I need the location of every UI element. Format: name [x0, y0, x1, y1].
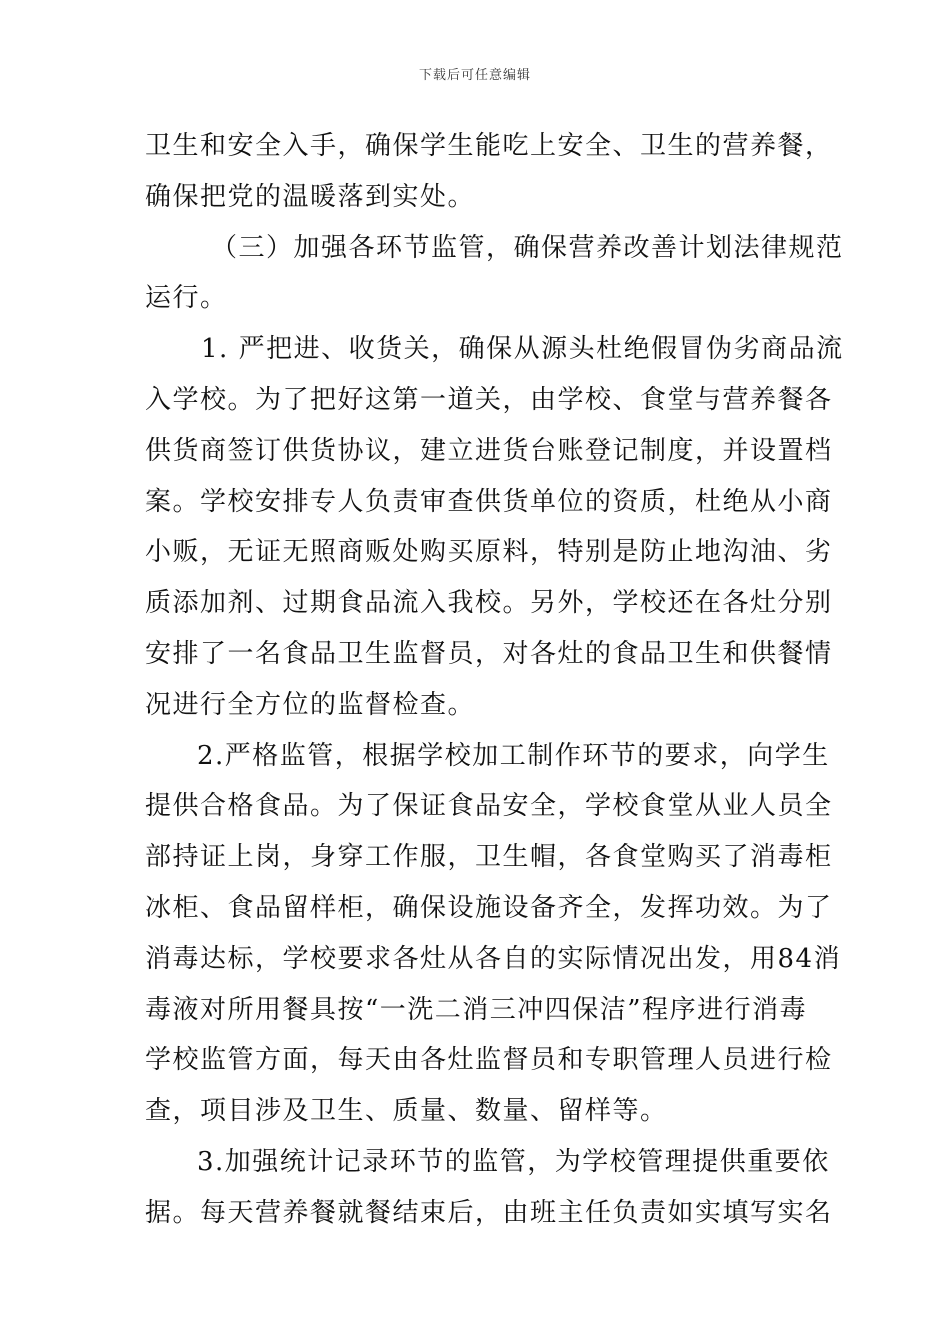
text-line: 卫生和安全入手，确保学生能吃上安全、卫生的营养餐， — [145, 131, 833, 161]
paragraph-first-line: 1. 严把进、收货关，确保从源头杜绝假冒伪劣商品流 — [201, 334, 844, 365]
text-line: 小贩，无证无照商贩处购买原料，特别是防止地沟油、劣 — [145, 537, 833, 568]
text-line: 部持证上岗，身穿工作服，卫生帽，各食堂购买了消毒柜 — [145, 842, 833, 873]
page-header: 下载后可任意编辑 — [418, 68, 531, 83]
text-line: 质添加剂、过期食品流入我校。另外，学校还在各灶分别 — [145, 588, 833, 619]
text-line: 消毒达标，学校要求各灶从各自的实际情况出发，用84消 — [145, 943, 842, 974]
paragraph-first-line: 3.加强统计记录环节的监管，为学校管理提供重要依 — [197, 1146, 830, 1177]
document-body — [145, 121, 844, 1239]
text-line: 安排了一名食品卫生监督员，对各灶的食品卫生和供餐情 — [145, 638, 833, 669]
text-line: 毒液对所用餐具按“一洗二消三冲四保洁”程序进行消毒 — [145, 994, 808, 1025]
text-line: 况进行全方位的监督检查。 — [145, 689, 476, 720]
text-line: 冰柜、食品留样柜，确保设施设备齐全，发挥功效。为了 — [145, 892, 833, 923]
text-line: 提供合格食品。为了保证食品安全，学校食堂从业人员全 — [145, 791, 833, 822]
section-heading: （三）加强各环节监管，确保营养改善计划法律规范 — [211, 232, 844, 263]
text-line: 查，项目涉及卫生、质量、数量、留样等。 — [145, 1096, 668, 1127]
text-line: 运行。 — [145, 283, 228, 314]
text-line: 确保把党的温暖落到实处。 — [145, 181, 476, 212]
text-line: 供货商签订供货协议，建立进货台账登记制度，并设置档 — [145, 435, 833, 466]
text-line: 学校监管方面，每天由各灶监督员和专职管理人员进行检 — [145, 1045, 833, 1076]
paragraph-first-line: 2.严格监管，根据学校加工制作环节的要求，向学生 — [197, 740, 830, 771]
text-line: 据。每天营养餐就餐结束后，由班主任负责如实填写实名 — [145, 1197, 833, 1228]
text-line: 案。学校安排专人负责审查供货单位的资质，杜绝从小商 — [145, 486, 833, 517]
text-line: 入学校。为了把好这第一道关，由学校、食堂与营养餐各 — [145, 384, 833, 415]
